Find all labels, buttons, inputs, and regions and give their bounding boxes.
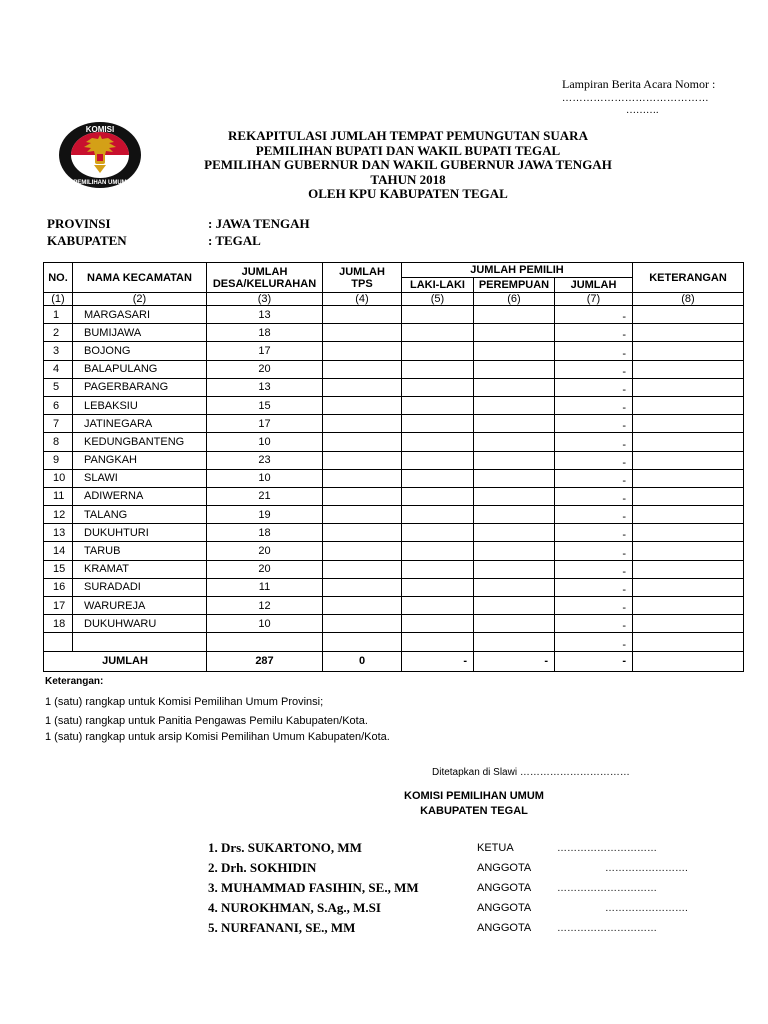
col-num-6: (6) xyxy=(474,293,555,306)
cell-keterangan xyxy=(633,306,744,324)
provinsi-label: PROVINSI xyxy=(47,216,111,231)
lampiran-dots-line1: …………………………………… xyxy=(562,93,709,104)
note-item-1: 1 (satu) rangkap untuk Komisi Pemilihan Umum Provinsi; xyxy=(45,696,324,708)
member-role-2: ANGGOTA xyxy=(477,862,532,874)
cell-no: 4 xyxy=(44,360,73,378)
cell-no: 3 xyxy=(44,342,73,360)
cell-laki-laki xyxy=(402,360,474,378)
cell-jumlah-pemilih: - xyxy=(555,451,633,469)
member-signature-dots-2: ……………………. xyxy=(605,863,688,874)
cell-jumlah-tps xyxy=(323,597,402,615)
cell-no: 1 xyxy=(44,306,73,324)
cell-nama-kecamatan: PAGERBARANG xyxy=(73,378,207,396)
cell-jumlah-desa: 15 xyxy=(207,396,323,414)
cell-no: 2 xyxy=(44,324,73,342)
provinsi-value: : JAWA TENGAH xyxy=(208,216,310,231)
cell-keterangan xyxy=(633,396,744,414)
cell-laki-laki xyxy=(402,324,474,342)
cell-keterangan xyxy=(633,633,744,651)
cell-laki-laki xyxy=(402,615,474,633)
org-name-line2: KABUPATEN TEGAL xyxy=(420,805,528,817)
cell-perempuan xyxy=(474,324,555,342)
table-row xyxy=(44,306,744,324)
cell-perempuan xyxy=(474,451,555,469)
cell-nama-kecamatan: KRAMAT xyxy=(73,560,207,578)
col-num-5: (5) xyxy=(402,293,474,306)
member-role-4: ANGGOTA xyxy=(477,902,532,914)
member-signature-dots-4: ……………………. xyxy=(605,903,688,914)
cell-jumlah-desa: 23 xyxy=(207,451,323,469)
cell-laki-laki xyxy=(402,306,474,324)
cell-nama-kecamatan: BALAPULANG xyxy=(73,360,207,378)
cell-keterangan xyxy=(633,433,744,451)
cell-no: 7 xyxy=(44,415,73,433)
cell-jumlah-pemilih: - xyxy=(555,524,633,542)
cell-jumlah-tps xyxy=(323,578,402,596)
cell-nama-kecamatan: BUMIJAWA xyxy=(73,324,207,342)
cell-perempuan xyxy=(474,560,555,578)
cell-jumlah-desa xyxy=(207,633,323,651)
cell-laki-laki xyxy=(402,487,474,505)
table-row xyxy=(44,506,744,524)
total-perempuan: - xyxy=(474,651,555,671)
col-num-3: (3) xyxy=(207,293,323,306)
table-row xyxy=(44,469,744,487)
cell-nama-kecamatan: SLAWI xyxy=(73,469,207,487)
cell-jumlah-tps xyxy=(323,378,402,396)
cell-laki-laki xyxy=(402,378,474,396)
cell-no: 17 xyxy=(44,597,73,615)
cell-jumlah-tps xyxy=(323,524,402,542)
cell-jumlah-desa: 20 xyxy=(207,542,323,560)
title-line-1: REKAPITULASI JUMLAH TEMPAT PEMUNGUTAN SUARA xyxy=(228,128,588,143)
cell-jumlah-desa: 10 xyxy=(207,433,323,451)
logo-top-text: KOMISI xyxy=(85,125,115,134)
cell-nama-kecamatan: PANGKAH xyxy=(73,451,207,469)
header-jumlah: JUMLAH xyxy=(555,278,633,293)
header-perempuan: PEREMPUAN xyxy=(474,278,555,293)
cell-nama-kecamatan: LEBAKSIU xyxy=(73,396,207,414)
cell-jumlah-pemilih: - xyxy=(555,615,633,633)
cell-jumlah-tps xyxy=(323,324,402,342)
header-tps-line1: JUMLAH xyxy=(339,265,385,278)
table-row xyxy=(44,451,744,469)
table-row xyxy=(44,396,744,414)
cell-no: 10 xyxy=(44,469,73,487)
column-number-row xyxy=(44,293,744,306)
table-row xyxy=(44,324,744,342)
cell-keterangan xyxy=(633,542,744,560)
member-role-1: KETUA xyxy=(477,842,514,854)
cell-laki-laki xyxy=(402,415,474,433)
cell-jumlah-pemilih: - xyxy=(555,433,633,451)
cell-keterangan xyxy=(633,415,744,433)
cell-laki-laki xyxy=(402,597,474,615)
cell-perempuan xyxy=(474,578,555,596)
cell-keterangan xyxy=(633,524,744,542)
cell-keterangan xyxy=(633,578,744,596)
lampiran-dots-line2: ………. xyxy=(626,105,659,116)
cell-jumlah-pemilih: - xyxy=(555,560,633,578)
cell-jumlah-pemilih: - xyxy=(555,378,633,396)
cell-laki-laki xyxy=(402,578,474,596)
cell-jumlah-pemilih: - xyxy=(555,506,633,524)
ditetapkan-text: Ditetapkan di Slawi …………………………… xyxy=(432,767,630,778)
cell-no: 16 xyxy=(44,578,73,596)
cell-jumlah-pemilih: - xyxy=(555,633,633,651)
cell-keterangan xyxy=(633,560,744,578)
cell-nama-kecamatan: KEDUNGBANTENG xyxy=(73,433,207,451)
cell-jumlah-tps xyxy=(323,633,402,651)
cell-no: 8 xyxy=(44,433,73,451)
col-num-1: (1) xyxy=(44,293,73,306)
header-laki-laki: LAKI-LAKI xyxy=(402,278,474,293)
cell-keterangan xyxy=(633,342,744,360)
cell-jumlah-pemilih: - xyxy=(555,469,633,487)
cell-perempuan xyxy=(474,506,555,524)
cell-perempuan xyxy=(474,615,555,633)
table-row xyxy=(44,542,744,560)
cell-jumlah-tps xyxy=(323,615,402,633)
cell-jumlah-tps xyxy=(323,342,402,360)
kabupaten-label: KABUPATEN xyxy=(47,233,127,248)
cell-perempuan xyxy=(474,524,555,542)
cell-laki-laki xyxy=(402,342,474,360)
cell-nama-kecamatan: WARUREJA xyxy=(73,597,207,615)
cell-jumlah-desa: 10 xyxy=(207,615,323,633)
logo-bottom-text: PEMILIHAN UMUM xyxy=(73,180,127,186)
cell-jumlah-desa: 10 xyxy=(207,469,323,487)
cell-jumlah-desa: 20 xyxy=(207,560,323,578)
cell-keterangan xyxy=(633,360,744,378)
cell-nama-kecamatan: DUKUHTURI xyxy=(73,524,207,542)
cell-no xyxy=(44,633,73,651)
cell-laki-laki xyxy=(402,469,474,487)
member-signature-dots-1: ………………………… xyxy=(557,843,657,854)
cell-perempuan xyxy=(474,633,555,651)
table-row xyxy=(44,524,744,542)
cell-jumlah-desa: 12 xyxy=(207,597,323,615)
member-signature-dots-5: ………………………… xyxy=(557,923,657,934)
member-name-2: 2. Drh. SOKHIDIN xyxy=(208,860,317,875)
col-num-7: (7) xyxy=(555,293,633,306)
cell-keterangan xyxy=(633,506,744,524)
member-name-3: 3. MUHAMMAD FASIHIN, SE., MM xyxy=(208,880,419,895)
total-row xyxy=(44,651,744,671)
header-jumlah-desa xyxy=(207,263,323,293)
cell-nama-kecamatan: JATINEGARA xyxy=(73,415,207,433)
cell-keterangan xyxy=(633,451,744,469)
cell-jumlah-tps xyxy=(323,360,402,378)
header-no: NO. xyxy=(44,263,73,293)
cell-perempuan xyxy=(474,597,555,615)
cell-perempuan xyxy=(474,469,555,487)
col-num-4: (4) xyxy=(323,293,402,306)
title-line-5: OLEH KPU KABUPATEN TEGAL xyxy=(308,186,508,201)
table-row xyxy=(44,360,744,378)
cell-perempuan xyxy=(474,378,555,396)
cell-perempuan xyxy=(474,360,555,378)
table-row xyxy=(44,633,744,651)
member-name-5: 5. NURFANANI, SE., MM xyxy=(208,920,356,935)
table-row xyxy=(44,433,744,451)
table-row xyxy=(44,487,744,505)
cell-no: 12 xyxy=(44,506,73,524)
header-desa-line1: JUMLAH xyxy=(241,265,288,278)
table-row xyxy=(44,415,744,433)
cell-jumlah-desa: 13 xyxy=(207,306,323,324)
cell-jumlah-pemilih: - xyxy=(555,396,633,414)
cell-keterangan xyxy=(633,597,744,615)
header-jumlah-tps xyxy=(323,263,402,293)
org-name-line1: KOMISI PEMILIHAN UMUM xyxy=(404,790,544,802)
cell-jumlah-tps xyxy=(323,506,402,524)
cell-jumlah-desa: 11 xyxy=(207,578,323,596)
cell-jumlah-desa: 20 xyxy=(207,360,323,378)
total-jumlah-desa: 287 xyxy=(207,651,323,671)
cell-no: 9 xyxy=(44,451,73,469)
cell-perempuan xyxy=(474,433,555,451)
title-line-2: PEMILIHAN BUPATI DAN WAKIL BUPATI TEGAL xyxy=(255,143,561,158)
header-nama-kecamatan: NAMA KECAMATAN xyxy=(73,263,207,293)
cell-jumlah-tps xyxy=(323,451,402,469)
cell-no: 15 xyxy=(44,560,73,578)
cell-keterangan xyxy=(633,615,744,633)
rekap-table xyxy=(43,262,744,672)
cell-laki-laki xyxy=(402,542,474,560)
cell-no: 5 xyxy=(44,378,73,396)
cell-laki-laki xyxy=(402,560,474,578)
cell-perempuan xyxy=(474,306,555,324)
cell-jumlah-tps xyxy=(323,560,402,578)
table-row xyxy=(44,378,744,396)
cell-laki-laki xyxy=(402,451,474,469)
cell-jumlah-tps xyxy=(323,306,402,324)
cell-no: 11 xyxy=(44,487,73,505)
member-name-4: 4. NUROKHMAN, S.Ag., M.SI xyxy=(208,900,381,915)
title-line-4: TAHUN 2018 xyxy=(370,172,446,187)
cell-jumlah-tps xyxy=(323,542,402,560)
cell-perempuan xyxy=(474,487,555,505)
notes-title: Keterangan: xyxy=(45,676,104,687)
cell-nama-kecamatan: DUKUHWARU xyxy=(73,615,207,633)
cell-nama-kecamatan: ADIWERNA xyxy=(73,487,207,505)
cell-jumlah-pemilih: - xyxy=(555,487,633,505)
cell-keterangan xyxy=(633,324,744,342)
cell-nama-kecamatan: TARUB xyxy=(73,542,207,560)
total-laki-laki: - xyxy=(402,651,474,671)
cell-jumlah-desa: 13 xyxy=(207,378,323,396)
member-name-1: 1. Drs. SUKARTONO, MM xyxy=(208,840,362,855)
cell-laki-laki xyxy=(402,433,474,451)
col-num-8: (8) xyxy=(633,293,744,306)
cell-keterangan xyxy=(633,469,744,487)
table-row xyxy=(44,578,744,596)
table-row xyxy=(44,342,744,360)
cell-jumlah-desa: 18 xyxy=(207,324,323,342)
cell-perempuan xyxy=(474,415,555,433)
cell-jumlah-desa: 21 xyxy=(207,487,323,505)
cell-jumlah-desa: 17 xyxy=(207,342,323,360)
table-row xyxy=(44,615,744,633)
cell-no: 14 xyxy=(44,542,73,560)
cell-jumlah-pemilih: - xyxy=(555,542,633,560)
cell-nama-kecamatan xyxy=(73,633,207,651)
kpu-logo-icon xyxy=(58,121,142,189)
cell-nama-kecamatan: BOJONG xyxy=(73,342,207,360)
cell-jumlah-pemilih: - xyxy=(555,324,633,342)
cell-keterangan xyxy=(633,378,744,396)
note-item-3: 1 (satu) rangkap untuk arsip Komisi Pemilihan Umum Kabupaten/Kota. xyxy=(45,731,390,743)
title-line-3: PEMILIHAN GUBERNUR DAN WAKIL GUBERNUR JAWA TENGAH xyxy=(204,157,612,172)
cell-jumlah-pemilih: - xyxy=(555,360,633,378)
cell-no: 18 xyxy=(44,615,73,633)
col-num-2: (2) xyxy=(73,293,207,306)
header-tps-line2: TPS xyxy=(351,277,373,290)
table-row xyxy=(44,597,744,615)
cell-nama-kecamatan: SURADADI xyxy=(73,578,207,596)
cell-jumlah-tps xyxy=(323,433,402,451)
cell-laki-laki xyxy=(402,396,474,414)
cell-no: 13 xyxy=(44,524,73,542)
cell-jumlah-pemilih: - xyxy=(555,415,633,433)
total-keterangan xyxy=(633,651,744,671)
cell-perempuan xyxy=(474,396,555,414)
header-keterangan: KETERANGAN xyxy=(633,263,744,293)
cell-jumlah-desa: 19 xyxy=(207,506,323,524)
cell-no: 6 xyxy=(44,396,73,414)
cell-nama-kecamatan: TALANG xyxy=(73,506,207,524)
cell-laki-laki xyxy=(402,524,474,542)
header-desa-line2: DESA/KELURAHAN xyxy=(212,277,317,290)
total-jumlah-pemilih: - xyxy=(555,651,633,671)
cell-nama-kecamatan: MARGASARI xyxy=(73,306,207,324)
lampiran-label: Lampiran Berita Acara Nomor : xyxy=(562,77,716,91)
total-label: JUMLAH xyxy=(44,651,207,671)
cell-jumlah-tps xyxy=(323,487,402,505)
cell-jumlah-tps xyxy=(323,415,402,433)
cell-perempuan xyxy=(474,542,555,560)
cell-jumlah-tps xyxy=(323,396,402,414)
cell-jumlah-pemilih: - xyxy=(555,578,633,596)
cell-perempuan xyxy=(474,342,555,360)
table-row xyxy=(44,560,744,578)
note-item-2: 1 (satu) rangkap untuk Panitia Pengawas Pemilu Kabupaten/Kota. xyxy=(45,715,368,727)
total-jumlah-tps: 0 xyxy=(323,651,402,671)
member-signature-dots-3: ………………………… xyxy=(557,883,657,894)
cell-jumlah-desa: 18 xyxy=(207,524,323,542)
cell-jumlah-pemilih: - xyxy=(555,342,633,360)
cell-jumlah-pemilih: - xyxy=(555,597,633,615)
cell-jumlah-tps xyxy=(323,469,402,487)
cell-laki-laki xyxy=(402,633,474,651)
cell-keterangan xyxy=(633,487,744,505)
cell-jumlah-pemilih: - xyxy=(555,306,633,324)
cell-jumlah-desa: 17 xyxy=(207,415,323,433)
cell-laki-laki xyxy=(402,506,474,524)
member-role-3: ANGGOTA xyxy=(477,882,532,894)
member-role-5: ANGGOTA xyxy=(477,922,532,934)
header-jumlah-pemilih: JUMLAH PEMILIH xyxy=(402,263,633,278)
kabupaten-value: : TEGAL xyxy=(208,233,261,248)
